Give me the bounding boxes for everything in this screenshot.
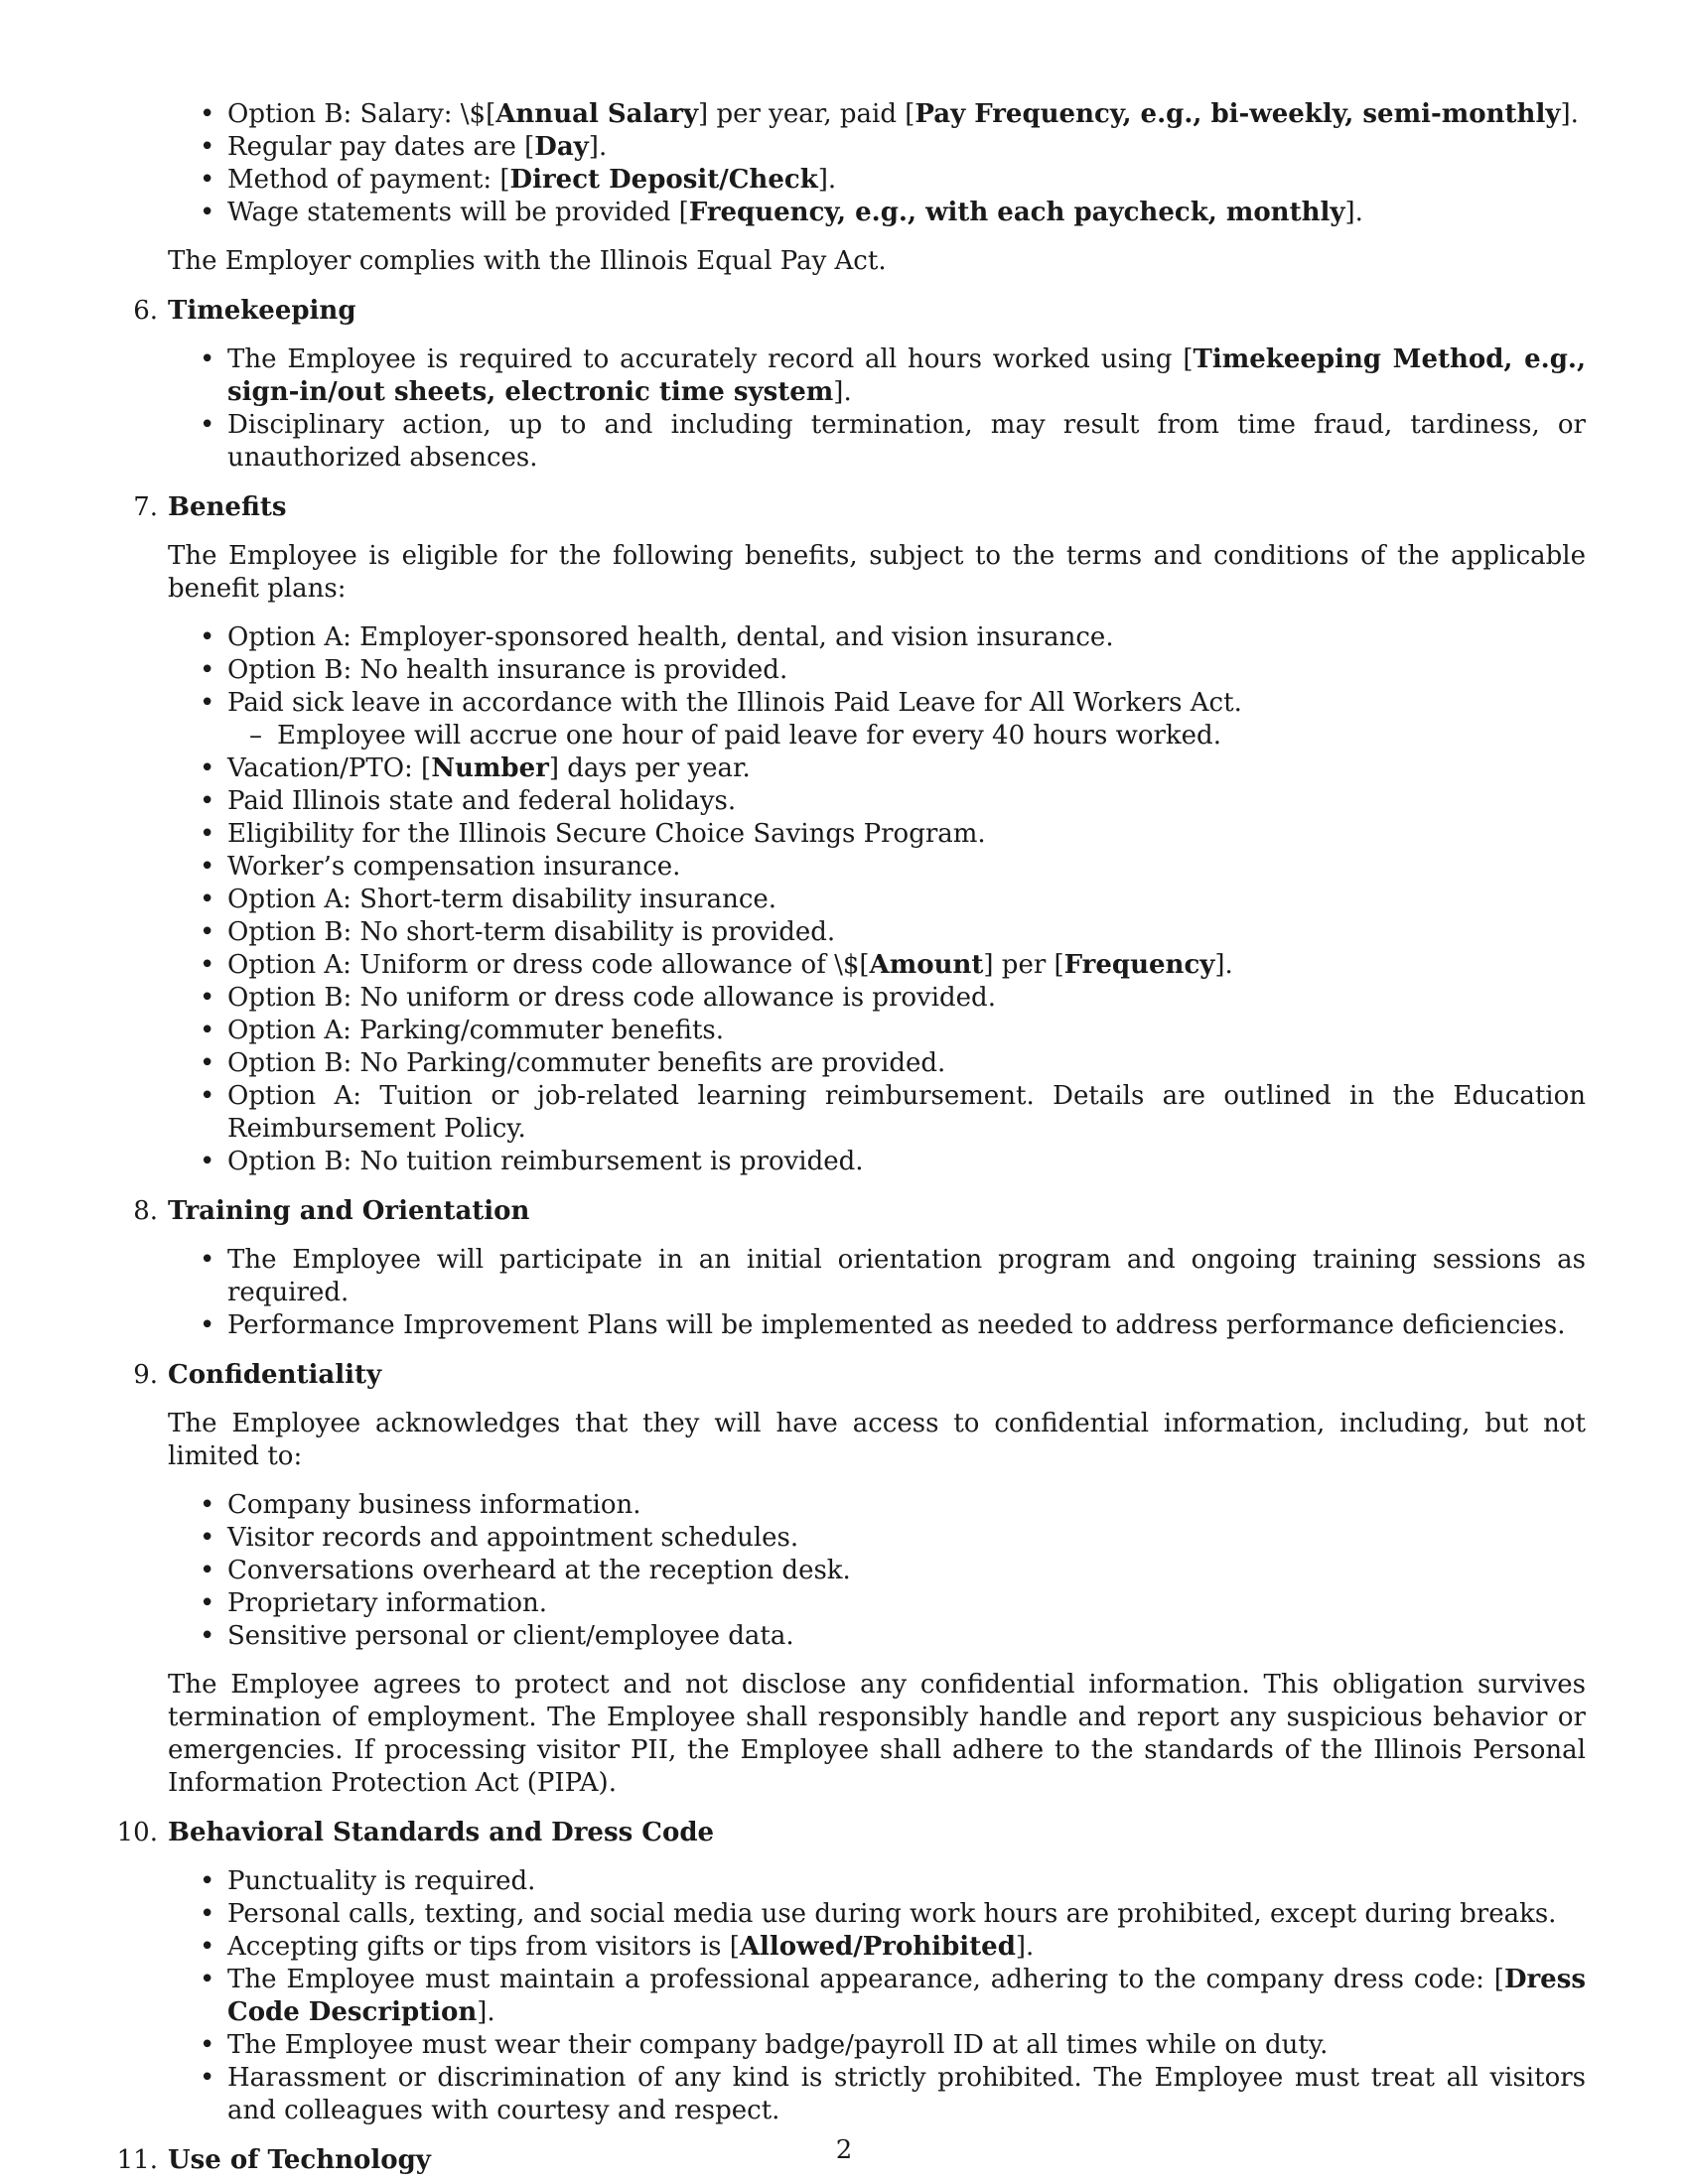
section5-pay-list [227,98,1586,229]
placeholder-field: Allowed/Prohibited [739,1932,1016,1962]
section-number: 11. [116,2145,158,2175]
confidentiality-intro: The Employee acknowledges that they will have access to confidential information, including, but not limited to: [168,1409,1586,1471]
list-item-text: Personal calls, texting, and social media use during work hours are prohibited, except during breaks. [227,1899,1557,1929]
list-item [227,164,1586,197]
list-item [227,197,1586,229]
section-title: Timekeeping [168,296,356,326]
section-heading-timekeeping [133,295,1586,328]
list-item [227,1587,1586,1620]
list-item [227,654,1586,687]
section-heading-behavioral-standards [116,1817,1586,1849]
list-item-text: The Employee will participate in an initial orientation program and ongoing training sessions as required. [227,1245,1586,1307]
section-number: 10. [116,1818,158,1847]
list-item [227,1931,1586,1964]
list-item-text: ] per [ [983,950,1064,980]
list-item [227,884,1586,916]
list-item-text: ]. [588,132,608,162]
section-number: 6. [133,296,158,326]
list-item [227,621,1586,654]
list-item-text: Option B: Salary: \$[ [227,99,496,129]
page-number: 2 [835,2135,853,2165]
list-item-text: Option A: Short-term disability insurance. [227,885,777,914]
benefits-intro: The Employee is eligible for the following benefits, subject to the terms and conditions of the applicable benefit plans: [168,541,1586,604]
list-item [227,949,1586,982]
section-title: Benefits [168,492,287,522]
list-item [227,2029,1586,2062]
list-item [227,1047,1586,1080]
list-item-text: Option A: Uniform or dress code allowance of \$[ [227,950,870,980]
list-item [227,343,1586,409]
list-item-text: Sensitive personal or client/employee data. [227,1621,794,1651]
confidentiality-list [227,1489,1586,1653]
list-item-text: ] days per year. [548,753,751,783]
list-item-text: Option B: No Parking/commuter benefits are provided. [227,1048,946,1078]
list-item-text: ]. [477,1997,495,2027]
list-item-text: The Employee must wear their company badge/payroll ID at all times while on duty. [227,2030,1329,2060]
list-item-text: Option B: No short-term disability is provided. [227,917,836,947]
placeholder-field: Timekeeping Method, e.g., sign-in/out sheets, electronic time system [227,344,1586,407]
list-item [227,98,1586,131]
list-item [227,2062,1586,2127]
list-item-text: Paid Illinois state and federal holidays. [227,786,737,816]
list-item [227,1964,1586,2029]
list-item [227,818,1586,851]
section-heading-confidentiality [133,1359,1586,1392]
section-title: Confidentiality [168,1360,382,1390]
list-item-text: Option B: No tuition reimbursement is provided. [227,1147,864,1176]
list-item [227,752,1586,785]
list-item [227,687,1586,752]
list-item-text: Worker’s compensation insurance. [227,852,681,882]
list-item [227,1620,1586,1653]
list-item [227,1015,1586,1047]
list-item-text: Company business information. [227,1490,641,1520]
placeholder-field: Pay Frequency, e.g., bi-weekly, semi-monthly [914,99,1561,129]
sub-list-item: – Employee will accrue one hour of paid leave for every 40 hours worked. [277,720,1586,752]
list-item-text: ]. [833,377,852,407]
page-content [116,98,1586,2177]
list-item-text: Harassment or discrimination of any kind is strictly prohibited. The Employee must treat all visitors and colleagues with courtesy and respect. [227,2063,1586,2125]
training-list [227,1244,1586,1342]
list-item-text: Option A: Tuition or job-related learning reimbursement. Details are outlined in the Education Reimbursement Policy. [227,1081,1586,1144]
list-item-text: Eligibility for the Illinois Secure Choice Savings Program. [227,819,986,849]
list-item [227,1309,1586,1342]
list-item-text: Proprietary information. [227,1588,548,1618]
list-item-text: ]. [1560,99,1579,129]
list-item-text: Option A: Parking/commuter benefits. [227,1016,725,1045]
list-item-text: Option B: No uniform or dress code allowance is provided. [227,983,996,1013]
confidentiality-closing: The Employee agrees to protect and not disclose any confidential information. This obligation survives termination of employment. The Employee shall responsibly handle and report any suspicious behavior or emergencies. If processing visitor PII, the Employee shall adhere to the standards of the Illinois Personal Information Protection Act (PIPA). [168,1670,1586,1798]
list-item [227,785,1586,818]
list-item-text: Paid sick leave in accordance with the Illinois Paid Leave for All Workers Act. [227,688,1242,718]
list-item [227,1244,1586,1309]
list-item [227,1555,1586,1587]
list-item-text: ] per year, paid [ [698,99,915,129]
list-item-text: Method of payment: [ [227,165,510,195]
list-item [227,131,1586,164]
list-item [227,916,1586,949]
list-item-text: Disciplinary action, up to and including termination, may result from time fraud, tardiness, or unauthorized absences. [227,410,1586,473]
section-heading-benefits [133,491,1586,524]
list-item-text: Option B: No health insurance is provided. [227,655,788,685]
placeholder-field: Number [431,753,549,783]
list-item-text: Conversations overheard at the reception desk. [227,1556,851,1585]
placeholder-field: Frequency [1063,950,1215,980]
list-item [227,851,1586,884]
list-item [227,409,1586,475]
list-item [227,1898,1586,1931]
benefits-list [227,621,1586,1178]
list-item-text: ]. [817,165,837,195]
timekeeping-list [227,343,1586,475]
placeholder-field: Day [534,132,589,162]
list-item [227,1865,1586,1898]
list-item-text: Wage statements will be provided [ [227,198,689,227]
list-item [227,1522,1586,1555]
list-item-text: ]. [1214,950,1233,980]
list-item-text: Option A: Employer-sponsored health, dental, and vision insurance. [227,622,1114,652]
placeholder-field: Frequency, e.g., with each paycheck, monthly [688,198,1345,227]
section-title: Behavioral Standards and Dress Code [168,1818,715,1847]
list-item-text: Regular pay dates are [ [227,132,535,162]
list-item-text: The Employee must maintain a professional appearance, adhering to the company dress code: [ [227,1965,1504,1994]
list-item-text: Punctuality is required. [227,1866,536,1896]
list-item-text: The Employee is required to accurately record all hours worked using [ [227,344,1194,374]
placeholder-field: Amount [869,950,984,980]
section-number: 7. [133,492,158,522]
list-item [227,1489,1586,1522]
list-item-text: Vacation/PTO: [ [227,753,432,783]
list-item [227,982,1586,1015]
placeholder-field: Annual Salary [495,99,699,129]
section-number: 9. [133,1360,158,1390]
list-item [227,1080,1586,1146]
section-title: Training and Orientation [168,1196,530,1226]
list-item-text: Accepting gifts or tips from visitors is [ [227,1932,740,1962]
list-item [227,1146,1586,1178]
placeholder-field: Dress Code Description [227,1965,1586,2027]
behavioral-standards-list [227,1865,1586,2127]
list-item-text: Visitor records and appointment schedules. [227,1523,799,1553]
section-title: Use of Technology [168,2145,431,2175]
equal-pay-statement: The Employer complies with the Illinois Equal Pay Act. [168,246,887,276]
sub-list [277,720,1586,752]
list-item-text: ]. [1344,198,1363,227]
list-item-text: Performance Improvement Plans will be implemented as needed to address performance deficiencies. [227,1310,1566,1340]
section-number: 8. [133,1196,158,1226]
list-item-text: ]. [1015,1932,1035,1962]
section-heading-training [133,1195,1586,1228]
placeholder-field: Direct Deposit/Check [509,165,818,195]
